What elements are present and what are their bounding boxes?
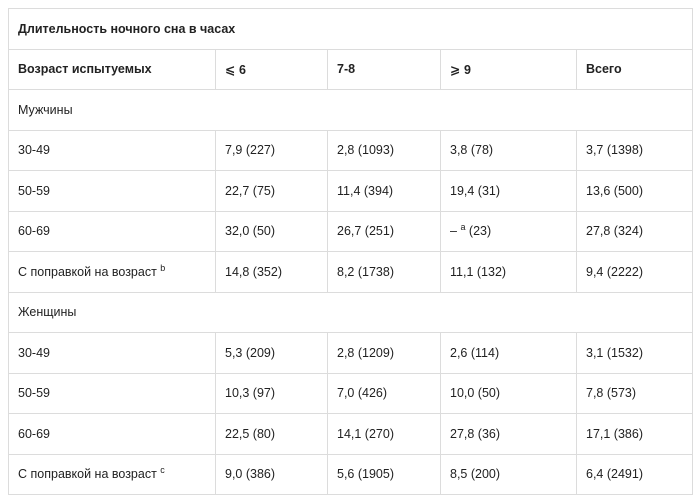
age-cell bbox=[9, 454, 216, 495]
section-row-men bbox=[9, 90, 693, 131]
value-cell: 7,0 (426) bbox=[328, 373, 441, 414]
age-cell: 50-59 bbox=[9, 373, 216, 414]
value-cell: 13,6 (500) bbox=[577, 171, 693, 212]
value-cell: 22,7 (75) bbox=[216, 171, 328, 212]
value-cell: 8,2 (1738) bbox=[328, 252, 441, 293]
table-row bbox=[9, 211, 693, 252]
value-cell: 32,0 (50) bbox=[216, 211, 328, 252]
header-le6: ⩽ 6 bbox=[216, 49, 328, 90]
value-cell: 22,5 (80) bbox=[216, 414, 328, 455]
header-age: Возраст испытуемых bbox=[9, 49, 216, 90]
value-cell: 3,7 (1398) bbox=[577, 130, 693, 171]
section-row-women bbox=[9, 292, 693, 333]
value-cell-footnote bbox=[441, 211, 577, 252]
age-adjusted-label: С поправкой на возраст bbox=[18, 467, 161, 482]
age-cell: 50-59 bbox=[9, 171, 216, 212]
value-cell: 9,0 (386) bbox=[216, 454, 328, 495]
value-cell: 11,1 (132) bbox=[441, 252, 577, 293]
value-cell: 2,8 (1209) bbox=[328, 333, 441, 374]
table-row bbox=[9, 171, 693, 212]
table-row bbox=[9, 373, 693, 414]
age-cell: 30-49 bbox=[9, 130, 216, 171]
table-caption: Длительность ночного сна в часах bbox=[9, 9, 693, 50]
age-cell: 60-69 bbox=[9, 211, 216, 252]
age-cell: 30-49 bbox=[9, 333, 216, 374]
value-cell: 7,9 (227) bbox=[216, 130, 328, 171]
value-cell: 8,5 (200) bbox=[441, 454, 577, 495]
value-cell: 7,8 (573) bbox=[577, 373, 693, 414]
table-row bbox=[9, 333, 693, 374]
value-cell: 19,4 (31) bbox=[441, 171, 577, 212]
value-cell: 27,8 (324) bbox=[577, 211, 693, 252]
value-cell: 14,1 (270) bbox=[328, 414, 441, 455]
sleep-duration-table bbox=[8, 8, 693, 495]
value-cell: 9,4 (2222) bbox=[577, 252, 693, 293]
value-cell: 3,8 (78) bbox=[441, 130, 577, 171]
header-ge9: ⩾ 9 bbox=[441, 49, 577, 90]
footnote-marker-b: b bbox=[160, 262, 166, 273]
table-row bbox=[9, 252, 693, 293]
value-cell: 5,3 (209) bbox=[216, 333, 328, 374]
footnote-marker-c: c bbox=[160, 465, 165, 476]
table-row bbox=[9, 414, 693, 455]
section-label: Женщины bbox=[9, 292, 693, 333]
value-cell: 2,8 (1093) bbox=[328, 130, 441, 171]
value-cell: 10,0 (50) bbox=[441, 373, 577, 414]
table-row bbox=[9, 454, 693, 495]
value-cell: 27,8 (36) bbox=[441, 414, 577, 455]
table-caption-row bbox=[9, 9, 693, 50]
value-cell: 17,1 (386) bbox=[577, 414, 693, 455]
sleep-duration-table-container bbox=[8, 8, 692, 495]
header-total: Всего bbox=[577, 49, 693, 90]
value-cell: 3,1 (1532) bbox=[577, 333, 693, 374]
table-row bbox=[9, 130, 693, 171]
value-cell: 5,6 (1905) bbox=[328, 454, 441, 495]
value-cell: 6,4 (2491) bbox=[577, 454, 693, 495]
value-cell: 2,6 (114) bbox=[441, 333, 577, 374]
header-7-8: 7-8 bbox=[328, 49, 441, 90]
age-cell: 60-69 bbox=[9, 414, 216, 455]
footnote-marker-a: a bbox=[460, 222, 466, 233]
age-cell bbox=[9, 252, 216, 293]
section-label: Мужчины bbox=[9, 90, 693, 131]
value-cell: 11,4 (394) bbox=[328, 171, 441, 212]
value-cell: 14,8 (352) bbox=[216, 252, 328, 293]
table-header-row bbox=[9, 49, 693, 90]
value-cell: 26,7 (251) bbox=[328, 211, 441, 252]
value-cell: 10,3 (97) bbox=[216, 373, 328, 414]
value-text: – bbox=[450, 224, 461, 239]
age-adjusted-label: С поправкой на возраст bbox=[18, 264, 161, 279]
value-text-tail: (23) bbox=[465, 224, 492, 239]
